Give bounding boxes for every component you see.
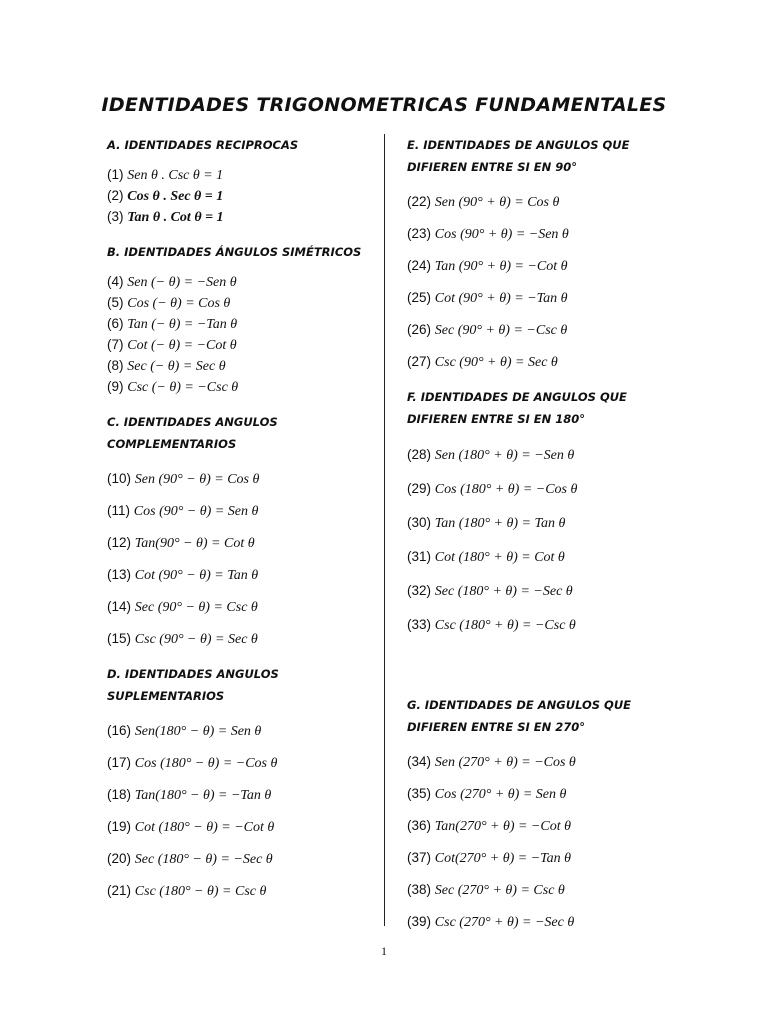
identity-4: (4) Sen (− θ) = −Sen θ (107, 274, 237, 290)
identity-26: (26) Sec (90° + θ) = −Csc θ (407, 322, 568, 338)
right-column (407, 134, 707, 938)
page-title: IDENTIDADES TRIGONOMETRICAS FUNDAMENTALES (101, 94, 667, 116)
section-heading: F. IDENTIDADES DE ANGULOS QUE (407, 390, 627, 404)
section-differ-180 (407, 386, 707, 642)
identity-21: (21) Csc (180° − θ) = Csc θ (107, 883, 267, 899)
identity-32: (32) Sec (180° + θ) = −Sec θ (407, 583, 573, 599)
section-heading: E. IDENTIDADES DE ANGULOS QUE (407, 138, 630, 152)
identity-37: (37) Cot(270° + θ) = −Tan θ (407, 850, 572, 866)
section-heading-line-2: DIFIEREN ENTRE SI EN 270° (407, 720, 585, 734)
identity-28: (28) Sen (180° + θ) = −Sen θ (407, 447, 575, 463)
identity-24: (24) Tan (90° + θ) = −Cot θ (407, 258, 568, 274)
identity-39: (39) Csc (270° + θ) = −Sec θ (407, 914, 575, 930)
identity-15: (15) Csc (90° − θ) = Sec θ (107, 631, 258, 647)
section-heading-line-2: COMPLEMENTARIOS (107, 437, 237, 451)
identity-36: (36) Tan(270° + θ) = −Cot θ (407, 818, 572, 834)
section-heading: D. IDENTIDADES ANGULOS (107, 667, 279, 681)
identity-6: (6) Tan (− θ) = −Tan θ (107, 316, 238, 332)
section-heading: C. IDENTIDADES ANGULOS (107, 415, 278, 429)
identity-29: (29) Cos (180° + θ) = −Cos θ (407, 481, 578, 497)
identity-9: (9) Csc (− θ) = −Csc θ (107, 379, 239, 395)
identity-31: (31) Cot (180° + θ) = Cot θ (407, 549, 565, 565)
identity-13: (13) Cot (90° − θ) = Tan θ (107, 567, 259, 583)
identity-19: (19) Cot (180° − θ) = −Cot θ (107, 819, 275, 835)
identity-7: (7) Cot (− θ) = −Cot θ (107, 337, 237, 353)
section-heading: B. IDENTIDADES ÁNGULOS SIMÉTRICOS (107, 245, 362, 259)
identity-1: (1) Sen θ . Csc θ = 1 (107, 167, 224, 183)
identity-18: (18) Tan(180° − θ) = −Tan θ (107, 787, 272, 803)
column-divider (384, 134, 385, 926)
section-supplementary (107, 663, 377, 907)
identity-30: (30) Tan (180° + θ) = Tan θ (407, 515, 566, 531)
section-heading-line-2: DIFIEREN ENTRE SI EN 90° (407, 160, 577, 174)
identity-23: (23) Cos (90° + θ) = −Sen θ (407, 226, 569, 242)
section-differ-270 (407, 694, 707, 938)
identity-33: (33) Csc (180° + θ) = −Csc θ (407, 617, 576, 633)
identity-16: (16) Sen(180° − θ) = Sen θ (107, 723, 262, 739)
section-complementary (107, 411, 377, 655)
identity-14: (14) Sec (90° − θ) = Csc θ (107, 599, 258, 615)
section-symmetric (107, 241, 377, 397)
identity-25: (25) Cot (90° + θ) = −Tan θ (407, 290, 568, 306)
identity-11: (11) Cos (90° − θ) = Sen θ (107, 503, 259, 519)
identity-8: (8) Sec (− θ) = Sec θ (107, 358, 226, 374)
identity-2: (2) Cos θ . Sec θ = 1 (107, 188, 224, 204)
identity-3: (3) Tan θ . Cot θ = 1 (107, 209, 224, 225)
identity-22: (22) Sen (90° + θ) = Cos θ (407, 194, 560, 210)
section-differ-90 (407, 134, 707, 378)
section-heading: G. IDENTIDADES DE ANGULOS QUE (407, 698, 632, 712)
section-heading-line-2: SUPLEMENTARIOS (107, 689, 225, 703)
identity-5: (5) Cos (− θ) = Cos θ (107, 295, 231, 311)
left-column (107, 134, 377, 907)
identity-34: (34) Sen (270° + θ) = −Cos θ (407, 754, 576, 770)
section-heading-line-2: DIFIEREN ENTRE SI EN 180° (407, 412, 585, 426)
identity-27: (27) Csc (90° + θ) = Sec θ (407, 354, 558, 370)
identity-10: (10) Sen (90° − θ) = Cos θ (107, 471, 260, 487)
identity-12: (12) Tan(90° − θ) = Cot θ (107, 535, 255, 551)
section-reciprocal (107, 134, 377, 227)
identity-17: (17) Cos (180° − θ) = −Cos θ (107, 755, 278, 771)
page-number: 1 (381, 944, 387, 958)
identity-35: (35) Cos (270° + θ) = Sen θ (407, 786, 567, 802)
identity-38: (38) Sec (270° + θ) = Csc θ (407, 882, 565, 898)
identity-20: (20) Sec (180° − θ) = −Sec θ (107, 851, 273, 867)
section-heading: A. IDENTIDADES RECIPROCAS (107, 138, 299, 152)
